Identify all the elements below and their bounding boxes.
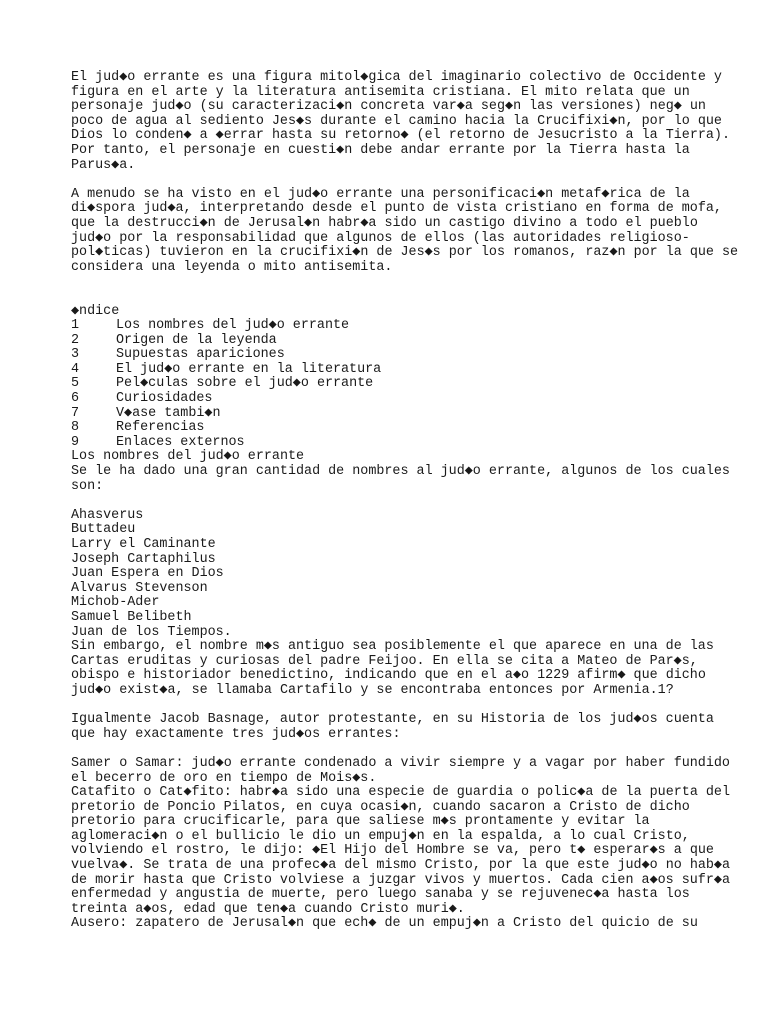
toc-item[interactable] bbox=[71, 421, 711, 436]
text-line: Catafito o Cat◆fito: habr◆a sido una especie de guardia o polic◆a de la puerta del bbox=[71, 785, 731, 801]
toc-item-label[interactable]: Supuestas apariciones bbox=[116, 347, 285, 363]
text-line: Parus◆a. bbox=[71, 157, 136, 173]
list-item: Buttadeu bbox=[71, 522, 136, 538]
text-line: Igualmente Jacob Basnage, autor protestante, en su Historia de los jud◆os cuenta bbox=[71, 712, 714, 728]
toc-item[interactable] bbox=[71, 392, 711, 407]
text-line: treinta a◆os, edad que ten◆a cuando Cristo muri◆. bbox=[71, 901, 465, 917]
toc-item[interactable] bbox=[71, 348, 711, 363]
text-line: el becerro de oro en tiempo de Mois◆s. bbox=[71, 770, 377, 786]
spacer bbox=[71, 275, 711, 290]
text-line: aglomeraci◆n o el bullicio le dio un empuj◆n en la espalda, a lo cual Cristo, bbox=[71, 828, 690, 844]
toc-item-number: 9 bbox=[71, 434, 80, 450]
toc-item[interactable] bbox=[71, 363, 711, 378]
toc-item-number: 2 bbox=[71, 332, 80, 348]
toc-item-number: 6 bbox=[71, 391, 80, 407]
toc-item[interactable] bbox=[71, 436, 711, 451]
text-line: son: bbox=[71, 478, 104, 494]
toc-item[interactable] bbox=[71, 334, 711, 349]
text-line: de morir hasta que Cristo volviese a juzgar vivos y muertos. Cada cien a◆os sufr◆a bbox=[71, 872, 730, 888]
text-line: obispo e historiador benedictino, indicando que en el a◆o 1229 afirm◆ que dicho bbox=[71, 668, 706, 684]
list-item: Samuel Belibeth bbox=[71, 609, 192, 625]
toc-heading: ◆ndice bbox=[71, 303, 120, 319]
toc-item-number: 7 bbox=[71, 405, 80, 421]
text-line: Se le ha dado una gran cantidad de nombres al jud◆o errante, algunos de los cuales bbox=[71, 464, 730, 480]
toc-item-number: 3 bbox=[71, 347, 80, 363]
text-line: Por tanto, el personaje en cuesti◆n debe andar errante por la Tierra hasta la bbox=[71, 142, 690, 158]
text-line: jud◆o por la responsabilidad que algunos de ellos (las autoridades religioso- bbox=[71, 230, 690, 246]
text-line: Cartas eruditas y curiosas del padre Feijoo. En ella se cita a Mateo de Par◆s, bbox=[71, 653, 698, 669]
names-list bbox=[71, 509, 711, 640]
spacer bbox=[71, 699, 711, 714]
toc-item-number: 8 bbox=[71, 420, 80, 436]
text-line: volviendo el rostro, le dijo: ◆El Hijo del Hombre se va, pero t◆ esperar◆s a que bbox=[71, 843, 714, 859]
toc-item-label[interactable]: Origen de la leyenda bbox=[116, 332, 277, 348]
list-item: Alvarus Stevenson bbox=[71, 580, 208, 596]
three-jews-paragraph bbox=[71, 755, 731, 932]
text-line: poco de agua al sediento Jes◆s durante el camino hacia la Crucifixi◆n, por lo que bbox=[71, 113, 722, 129]
spacer bbox=[71, 173, 711, 188]
text-line: que la destrucci◆n de Jerusal◆n habr◆a sido un castigo divino a todo el pueblo bbox=[71, 215, 698, 231]
list-item: Juan Espera en Dios bbox=[71, 566, 224, 582]
toc-item[interactable] bbox=[71, 319, 711, 334]
text-line: pol◆ticas) tuvieron en la crucifixi◆n de Jes◆s por los romanos, raz◆n por la que se bbox=[71, 245, 739, 261]
text-line: enfermedad y angustia de muerte, pero luego sanaba y se rejuvenec◆a hasta los bbox=[71, 887, 690, 903]
section-heading: Los nombres del jud◆o errante bbox=[71, 449, 305, 465]
text-line: jud◆o exist◆a, se llamaba Cartafilo y se encontraba entonces por Armenia.1? bbox=[71, 682, 674, 698]
toc-item-number: 4 bbox=[71, 361, 80, 377]
text-line: Sin embargo, el nombre m◆s antiguo sea posiblemente el que aparece en una de las bbox=[71, 639, 714, 655]
text-line: Samer o Samar: jud◆o errante condenado a vivir siempre y a vagar por haber fundido bbox=[71, 755, 730, 771]
text-line: Ausero: zapatero de Jerusal◆n que ech◆ de un empuj◆n a Cristo del quicio de su bbox=[71, 916, 698, 932]
text-line: que hay exactamente tres jud◆os errantes: bbox=[71, 726, 401, 742]
toc-item-label[interactable]: Curiosidades bbox=[116, 391, 213, 407]
text-line: pretorio para crucificarle, para que saliese m◆s prontamente y evitar la bbox=[71, 814, 650, 830]
toc-item[interactable] bbox=[71, 407, 711, 422]
list-item: Juan de los Tiempos. bbox=[71, 624, 232, 640]
list-item: Larry el Caminante bbox=[71, 537, 216, 552]
toc-item-label[interactable]: Enlaces externos bbox=[116, 434, 245, 450]
toc-item-label[interactable]: Los nombres del jud◆o errante bbox=[116, 318, 350, 334]
names-section bbox=[71, 449, 731, 932]
toc-item-number: 1 bbox=[71, 318, 80, 334]
toc-item-number: 5 bbox=[71, 376, 80, 392]
spacer bbox=[71, 290, 711, 305]
intro-paragraph-1 bbox=[71, 70, 731, 173]
document-page bbox=[71, 70, 739, 932]
toc-item[interactable] bbox=[71, 377, 711, 392]
basnage-paragraph bbox=[71, 712, 714, 742]
feijoo-paragraph bbox=[71, 639, 714, 698]
text-line: Dios lo conden◆ a ◆errar hasta su retorno◆ (el retorno de Jesucristo a la Tierra). bbox=[71, 128, 731, 144]
text-line: di◆spora jud◆a, interpretando desde el punto de vista cristiano en forma de mofa, bbox=[71, 201, 722, 217]
toc-item-label[interactable]: Referencias bbox=[116, 420, 205, 436]
text-line: A menudo se ha visto en el jud◆o errante una personificaci◆n metaf◆rica de la bbox=[71, 186, 690, 202]
toc-item-label[interactable]: El jud◆o errante en la literatura bbox=[116, 361, 382, 377]
list-item: Ahasverus bbox=[71, 507, 144, 523]
text-line: considera una leyenda o mito antisemita. bbox=[71, 259, 393, 275]
intro-paragraph-2 bbox=[71, 186, 739, 276]
list-item: Michob-Ader bbox=[71, 595, 160, 611]
text-line: personaje jud◆o (su caracterizaci◆n concreta var◆a seg◆n las versiones) neg◆ un bbox=[71, 99, 706, 115]
table-of-contents bbox=[71, 305, 711, 451]
text-line: figura en el arte y la literatura antisemita cristiana. El mito relata que un bbox=[71, 84, 690, 100]
spacer bbox=[71, 742, 711, 757]
spacer bbox=[71, 494, 711, 509]
toc-item-label[interactable]: V◆ase tambi◆n bbox=[116, 405, 221, 421]
list-item: Joseph Cartaphilus bbox=[71, 551, 216, 567]
text-line: pretorio de Poncio Pilatos, en cuya ocasi◆n, cuando sacaron a Cristo de dicho bbox=[71, 799, 690, 815]
toc-item-label[interactable]: Pel◆culas sobre el jud◆o errante bbox=[116, 376, 374, 392]
text-line: vuelva◆. Se trata de una profec◆a del mismo Cristo, por la que este jud◆o no hab◆a bbox=[71, 858, 731, 874]
text-line: El jud◆o errante es una figura mitol◆gica del imaginario colectivo de Occidente y bbox=[71, 70, 722, 85]
